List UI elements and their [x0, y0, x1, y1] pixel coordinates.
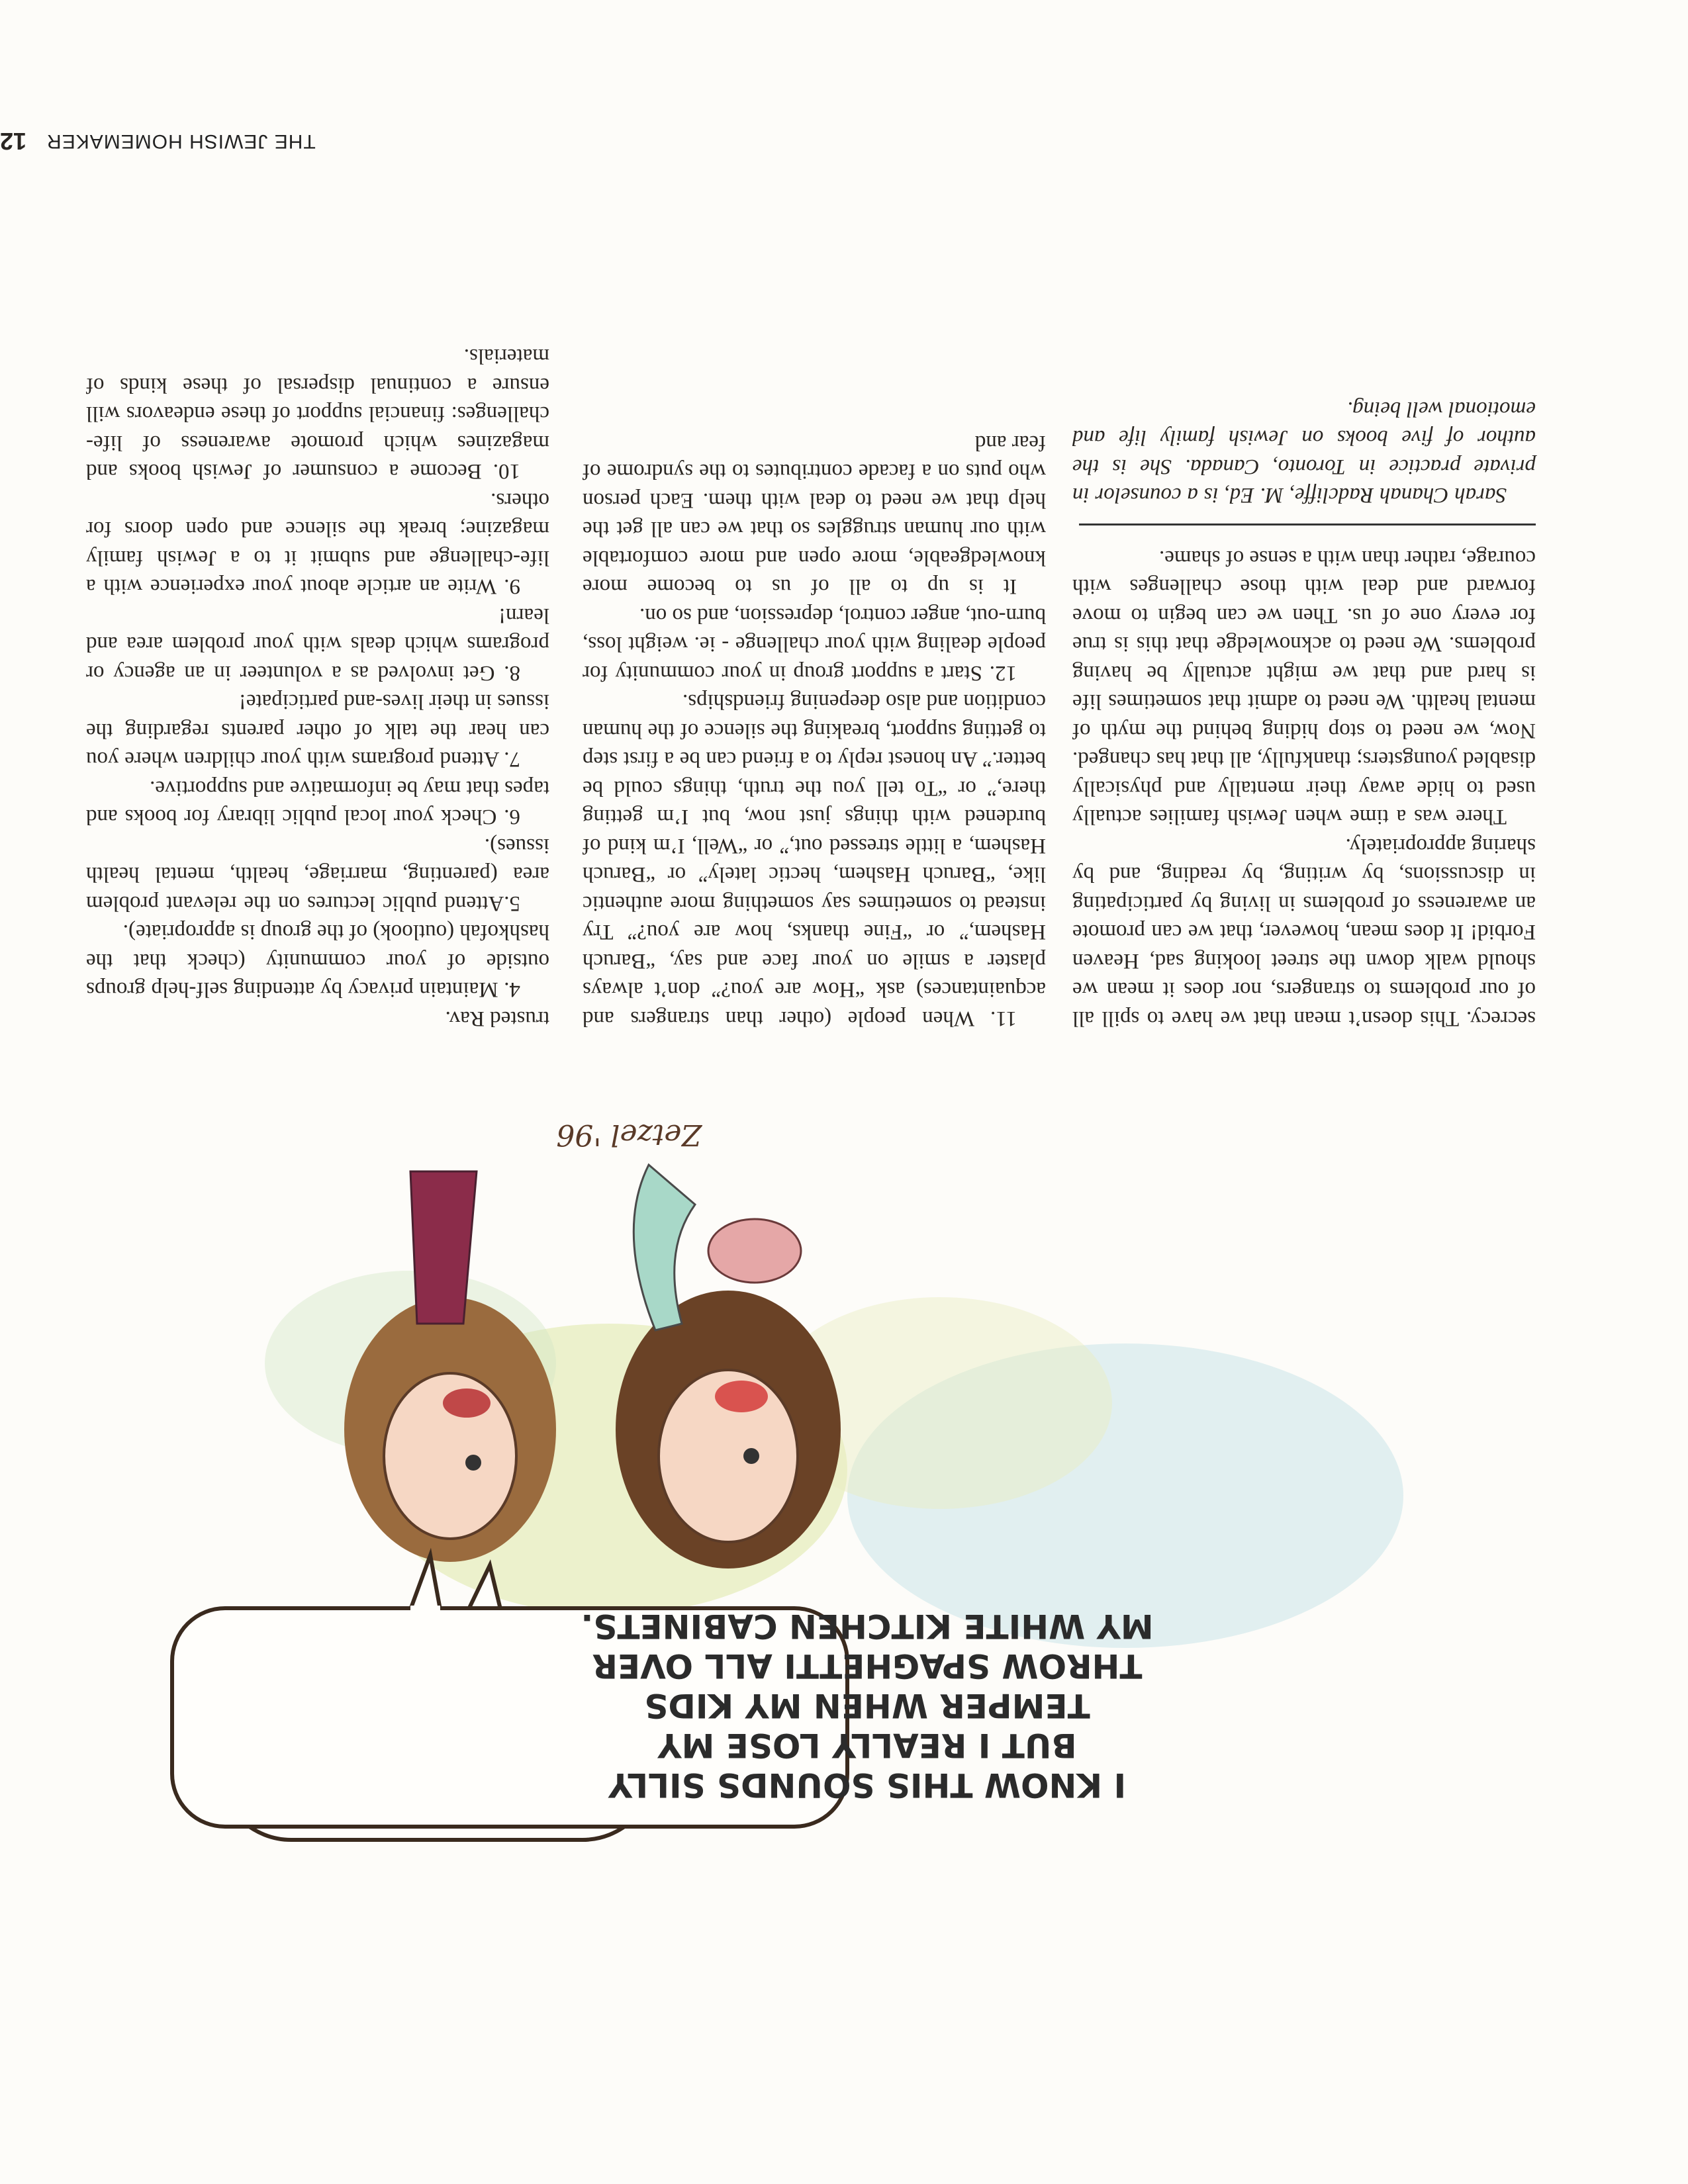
col1-paragraph: 4. Maintain privacy by attending self-help groups outside of your community (check that the hashkofah (outlook) of the group is appropriate).: [86, 920, 549, 1002]
right-bubble-line-3: TEMPER WHEN MY KIDS: [644, 1686, 1090, 1725]
page-number: 12: [0, 128, 27, 155]
col2-paragraph: 12. Start a support group in your community for people dealing with your challenge - ie. weight loss, burn-out, anger control, depression, and so on.: [583, 604, 1046, 685]
col1-paragraph: 6. Check your local public library for books and tapes that may be informative and supportive.: [86, 776, 549, 829]
author-bio: Sarah Chanah Radcliffe, M. Ed, is a counselor in private practice in Toronto, Canada. She is the author of five books on Jewish family life and emotional well being.: [1072, 397, 1536, 508]
column-2: [583, 238, 1046, 1032]
col1-paragraph: 8. Get involved as a volunteer in an agency or programs which deals with your problem area and learn!: [86, 604, 549, 685]
col2-paragraph: It is up to all of us to become more knowledgeable, more open and more comfortable with our human struggles so that we can all get the help that we need to deal with them. Each person who puts on a facade contributes to the syndrome of fear and: [583, 431, 1046, 599]
speech-bubble-right-text: [581, 1607, 1153, 1804]
col1-paragraph: 10. Become a consumer of Jewish books and magazines which promote awareness of life-challenges: financial support of these endeavors will ensure a continual dispersal of these kinds of materials.: [86, 344, 549, 484]
col2-paragraph: 11. When people (other than strangers and acquaintances) ask “How are you?” don’t always plaster a smile on your face and say, “Baruch Hashem,” or “Fine thanks, how are you?” Try instead to sometimes say something more authentic like, “Baruch Hashem, hectic lately” or “Baruch Hashem, a little stressed out,” or “Well, I’m kind of burdened with things just now, but I’m getting there,” or “To tell you the truth, things could be better.” An honest reply to a friend can be a first step to getting support, breaking the silence of the human condition and also deepening friendships.: [583, 690, 1046, 1030]
col3-paragraph: secrecy. This doesn’t mean that we have to spill all of our problems to strangers, nor does it mean we should walk down the street looking sad, Heaven Forbid! It does mean, however, that we can promote an awareness of problems in living by participating in discussions, by writing, by reading, and by sharing appropriately.: [1072, 834, 1536, 1030]
col1-paragraph: 9. Write an article about your experience with a life-challenge and submit it to a Jewish family magazine; break the silence and open doors for others.: [86, 488, 549, 599]
right-bubble-line-1: I KNOW THIS SOUNDS SILLY: [608, 1766, 1127, 1804]
column-3: [1072, 238, 1536, 1032]
col3-paragraph: There was a time when Jewish families actually used to hide away their mentally and physically disabled youngsters; thankfully, all that has changed. Now, we need to stop hiding behind the myth of mental health. We need to admit that sometimes life is hard and that we might actually be having problems. We need to acknowledge that this is true for every one of us. Then we can begin to move forward and deal with those challenges with courage, rather than with a sense of shame.: [1072, 546, 1536, 829]
page-header: [0, 113, 316, 155]
cartoon-text-layer: [165, 1099, 1536, 1866]
bio-divider: [1079, 524, 1536, 526]
cartoon-illustration: [165, 1099, 1536, 1866]
col1-paragraph: 7. Attend programs with your children where you can hear the talk of other parents regarding the issues in their lives-and participate!: [86, 690, 549, 772]
artist-signature: Zetzel '96: [556, 1118, 702, 1152]
right-bubble-line-5: MY WHITE KITCHEN CABINETS.: [581, 1607, 1154, 1645]
col1-paragraph: trusted Rav.: [445, 1007, 549, 1030]
column-1: [86, 238, 549, 1032]
right-bubble-line-2: BUT I REALLY LOSE MY: [657, 1726, 1077, 1764]
running-head: THE JEWISH HOMEMAKER: [46, 130, 316, 152]
right-bubble-line-4: THROW SPAGHETTI ALL OVER: [592, 1647, 1143, 1685]
col1-paragraph: 5.Attend public lectures on the relevant problem area (parenting, marriage, health, mental health issues).: [86, 834, 549, 915]
